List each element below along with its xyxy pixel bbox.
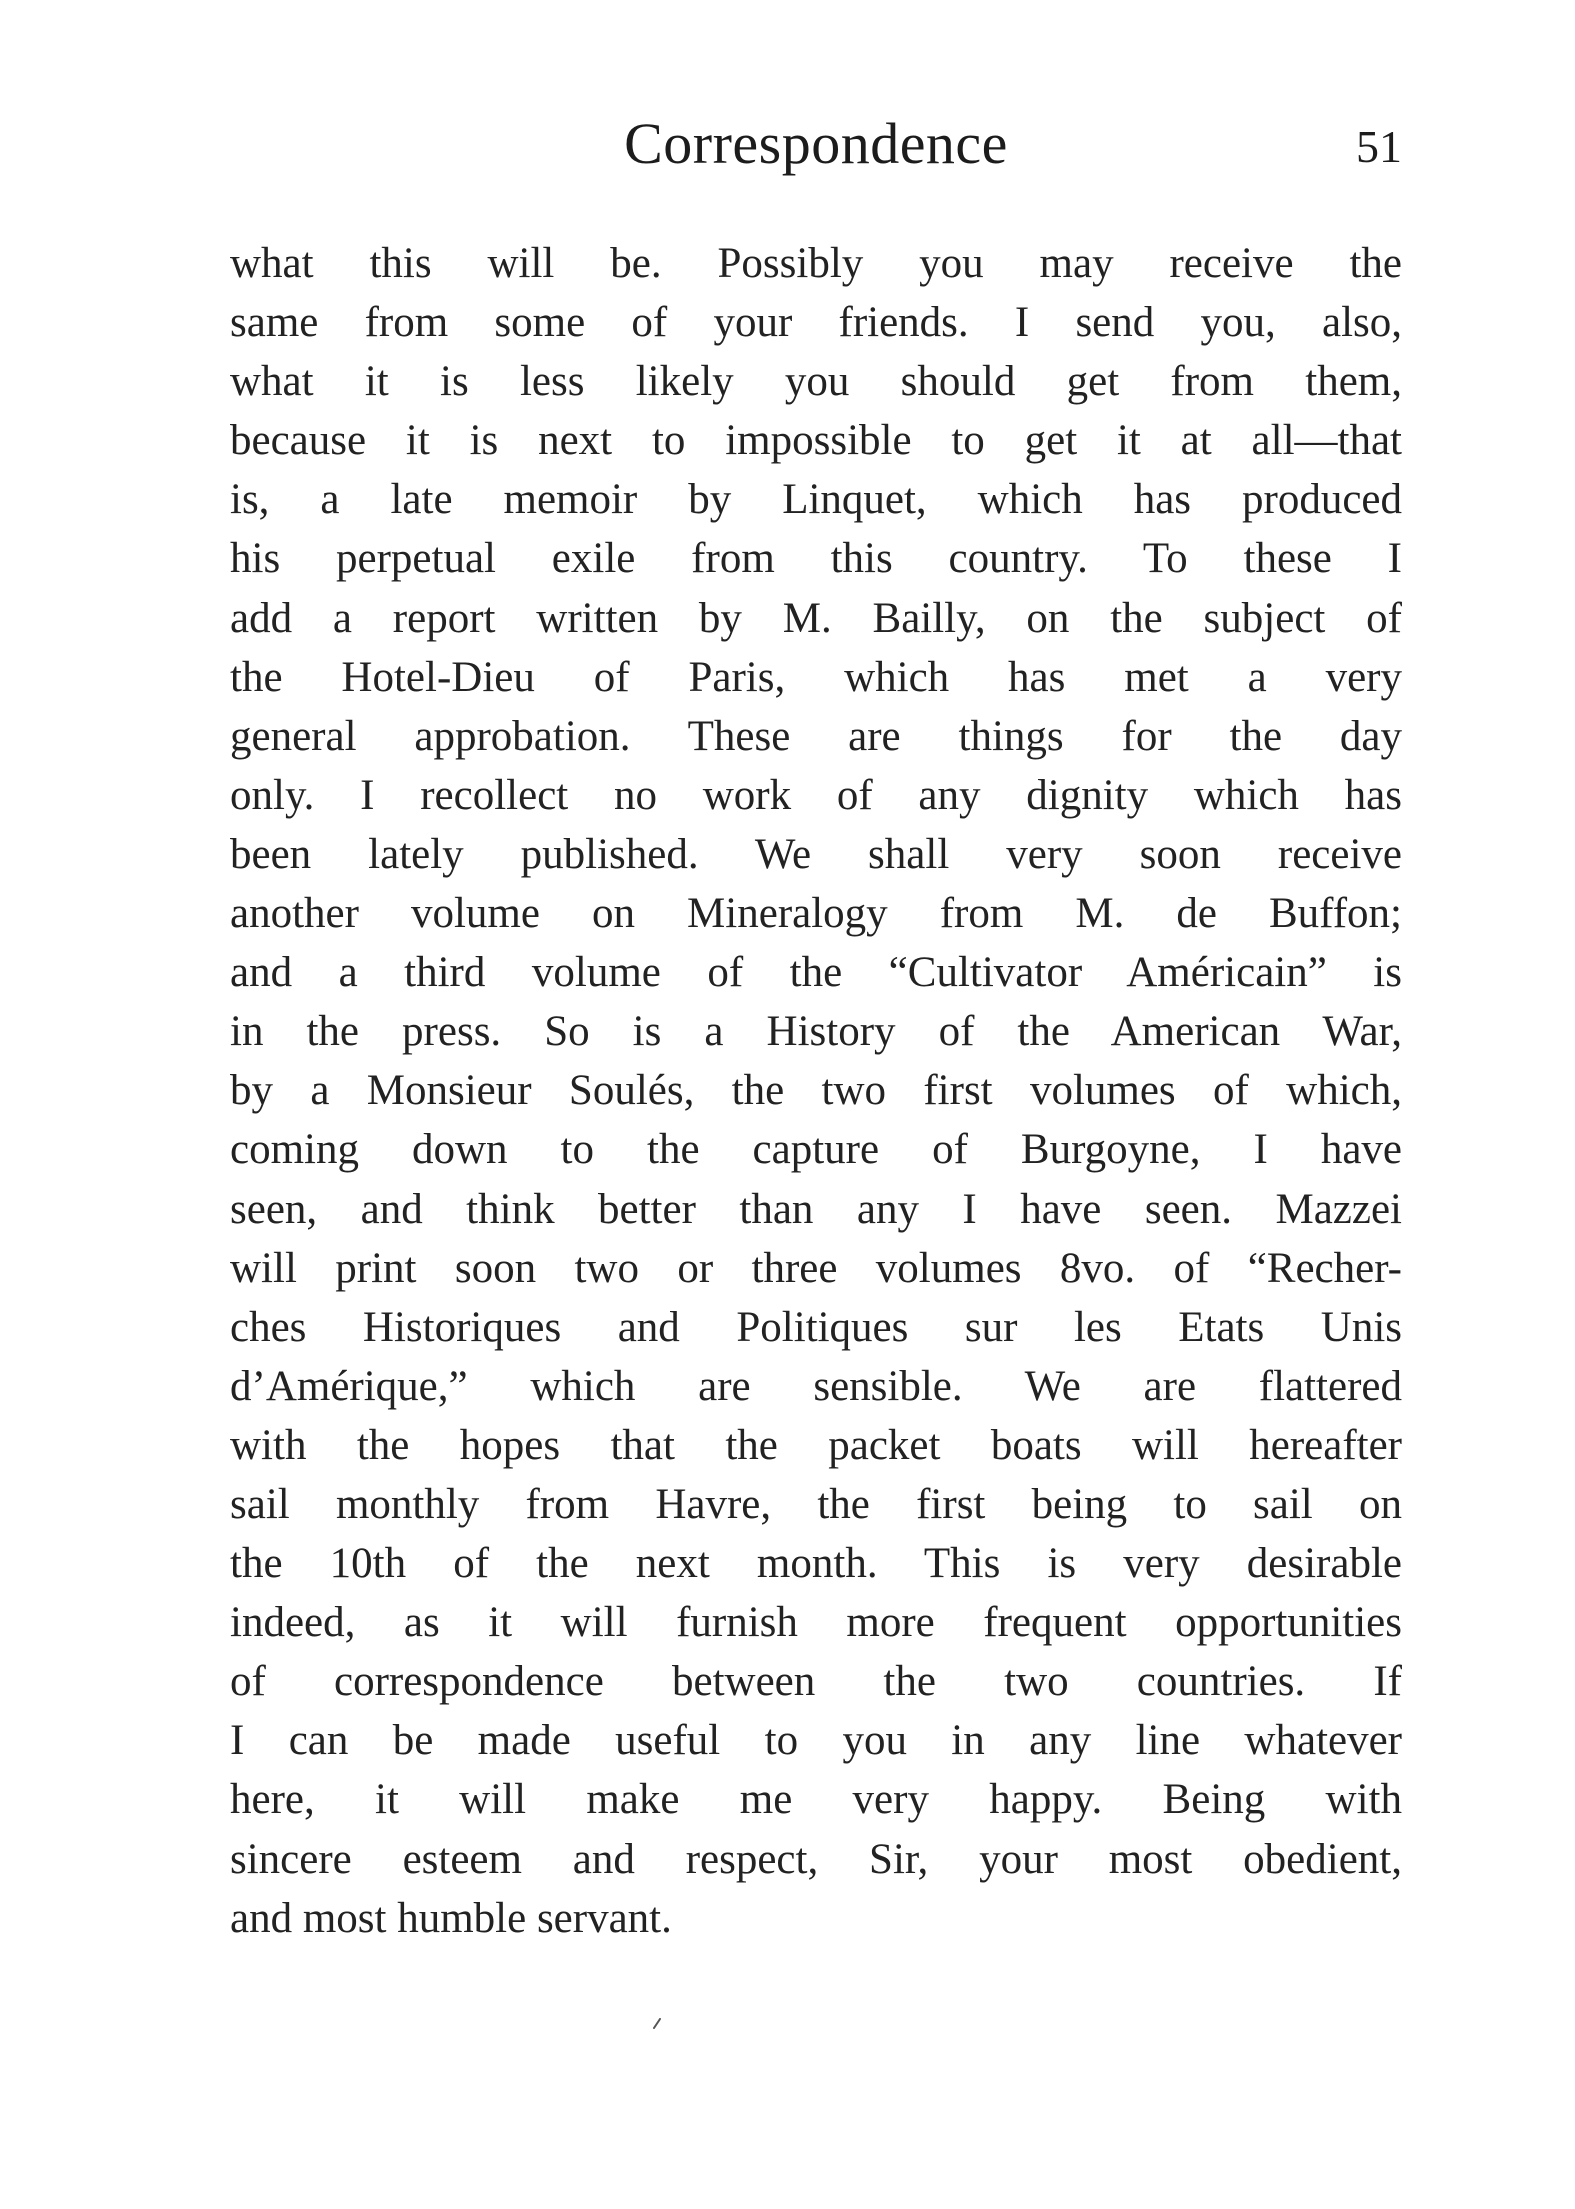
running-head [230,110,1402,190]
text-line: only. I recollect no work of any dignity which has [230,771,1402,819]
text-line: ches Historiques and Politiques sur les Etats Unis [230,1303,1402,1351]
text-line: what it is less likely you should get from them, [230,358,1402,406]
text-line: another volume on Mineralogy from M. de Buffon; [230,890,1402,938]
text-line: and most humble servant. [230,1894,672,1942]
text-line: general approbation. These are things for the day [230,712,1402,760]
text-line: in the press. So is a History of the American War, [230,1008,1402,1056]
text-line: sail monthly from Havre, the first being to sail on [230,1480,1402,1528]
text-line: the 10th of the next month. This is very desirable [230,1540,1402,1588]
page-number: 51 [1356,121,1402,172]
body-text [230,234,1402,1948]
text-line: been lately published. We shall very soon receive [230,830,1402,878]
text-line: with the hopes that the packet boats will hereafter [230,1421,1402,1469]
text-line: coming down to the capture of Burgoyne, I have [230,1126,1402,1174]
text-line: because it is next to impossible to get it at all—that [230,417,1402,465]
text-line: of correspondence between the two countries. If [230,1658,1402,1706]
text-line: d’Amérique,” which are sensible. We are flattered [230,1362,1402,1410]
text-line: here, it will make me very happy. Being with [230,1776,1402,1824]
text-line: and a third volume of the “Cultivator Américain” is [230,949,1402,997]
text-line: indeed, as it will furnish more frequent opportunities [230,1599,1402,1647]
running-title: Correspondence [624,111,1008,176]
text-line: will print soon two or three volumes 8vo. of “Recher- [230,1244,1402,1292]
ink-speck [652,2018,662,2030]
text-line: I can be made useful to you in any line whatever [230,1717,1402,1765]
text-line: same from some of your friends. I send you, also, [230,299,1402,347]
text-line: add a report written by M. Bailly, on the subject of [230,594,1402,642]
text-line: seen, and think better than any I have seen. Mazzei [230,1185,1402,1233]
text-line: by a Monsieur Soulés, the two first volumes of which, [230,1067,1402,1115]
text-line: sincere esteem and respect, Sir, your most obedient, [230,1835,1402,1883]
text-line: the Hotel-Dieu of Paris, which has met a very [230,653,1402,701]
text-line: what this will be. Possibly you may receive the [230,240,1402,287]
text-line: is, a late memoir by Linquet, which has produced [230,476,1402,524]
text-line: his perpetual exile from this country. To these I [230,535,1402,583]
